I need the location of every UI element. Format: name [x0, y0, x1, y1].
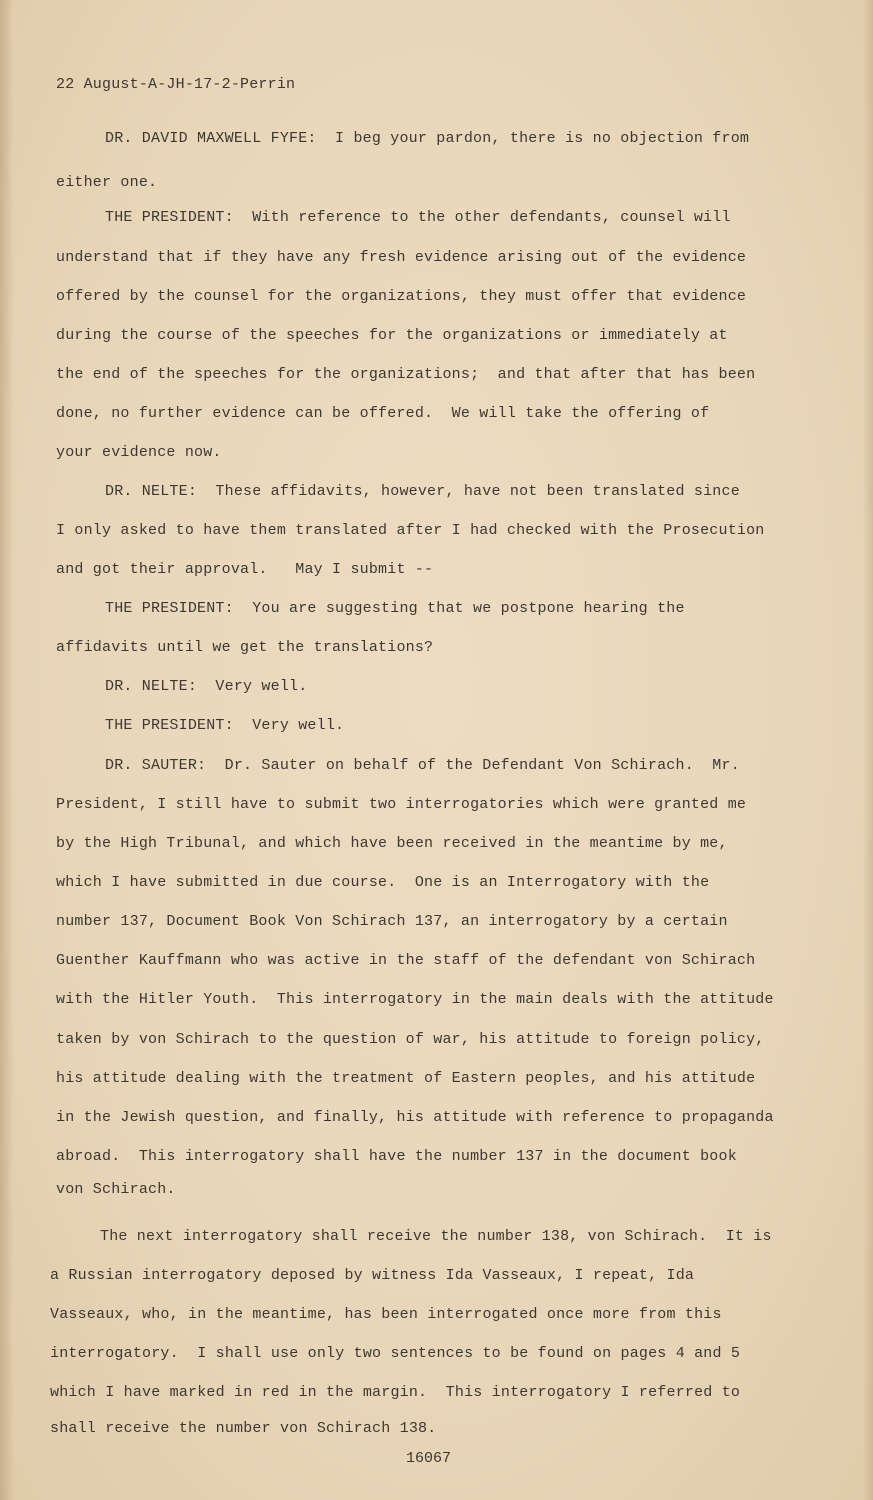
page-edge-shadow	[0, 0, 14, 1500]
transcript-line: and got their approval. May I submit --	[56, 561, 434, 578]
transcript-line: which I have marked in red in the margin. This interrogatory I referred to	[50, 1384, 741, 1401]
transcript-line: with the Hitler Youth. This interrogatory in the main deals with the attitude	[56, 991, 774, 1008]
transcript-line: offered by the counsel for the organizations, they must offer that evidence	[56, 288, 747, 305]
transcript-line: Guenther Kauffmann who was active in the staff of the defendant von Schirach	[56, 952, 756, 969]
document-header: 22 August-A-JH-17-2-Perrin	[56, 76, 296, 93]
transcript-line: DR. DAVID MAXWELL FYFE: I beg your pardon, there is no objection from	[105, 130, 750, 147]
transcript-line: the end of the speeches for the organizations; and that after that has been	[56, 366, 756, 383]
transcript-line: von Schirach.	[56, 1181, 176, 1198]
page-number: 16067	[406, 1450, 452, 1467]
transcript-line: affidavits until we get the translations?	[56, 639, 434, 656]
transcript-line: during the course of the speeches for the organizations or immediately at	[56, 327, 728, 344]
transcript-line: Vasseaux, who, in the meantime, has been interrogated once more from this	[50, 1306, 722, 1323]
transcript-line: done, no further evidence can be offered. We will take the offering of	[56, 405, 710, 422]
transcript-line: The next interrogatory shall receive the number 138, von Schirach. It is	[100, 1228, 772, 1245]
page-edge-shadow-right	[863, 0, 873, 1500]
transcript-line: THE PRESIDENT: With reference to the other defendants, counsel will	[105, 209, 731, 226]
transcript-line: President, I still have to submit two interrogatories which were granted me	[56, 796, 747, 813]
transcript-line: shall receive the number von Schirach 138.	[50, 1420, 437, 1437]
transcript-line: a Russian interrogatory deposed by witness Ida Vasseaux, I repeat, Ida	[50, 1267, 695, 1284]
transcript-line: THE PRESIDENT: Very well.	[105, 717, 345, 734]
transcript-line: either one.	[56, 174, 158, 191]
transcript-line: which I have submitted in due course. One is an Interrogatory with the	[56, 874, 710, 891]
transcript-line: in the Jewish question, and finally, his attitude with reference to propaganda	[56, 1109, 774, 1126]
transcript-line: interrogatory. I shall use only two sentences to be found on pages 4 and 5	[50, 1345, 741, 1362]
transcript-line: number 137, Document Book Von Schirach 137, an interrogatory by a certain	[56, 913, 728, 930]
transcript-line: I only asked to have them translated after I had checked with the Prosecution	[56, 522, 765, 539]
transcript-line: understand that if they have any fresh evidence arising out of the evidence	[56, 249, 747, 266]
transcript-line: by the High Tribunal, and which have been received in the meantime by me,	[56, 835, 728, 852]
transcript-line: your evidence now.	[56, 444, 222, 461]
transcript-line: THE PRESIDENT: You are suggesting that we postpone hearing the	[105, 600, 685, 617]
transcript-line: abroad. This interrogatory shall have the number 137 in the document book	[56, 1148, 737, 1165]
transcript-line: his attitude dealing with the treatment of Eastern peoples, and his attitude	[56, 1070, 756, 1087]
transcript-line: DR. NELTE: These affidavits, however, have not been translated since	[105, 483, 740, 500]
transcript-line: DR. SAUTER: Dr. Sauter on behalf of the Defendant Von Schirach. Mr.	[105, 757, 740, 774]
transcript-line: taken by von Schirach to the question of war, his attitude to foreign policy,	[56, 1031, 765, 1048]
transcript-line: DR. NELTE: Very well.	[105, 678, 308, 695]
